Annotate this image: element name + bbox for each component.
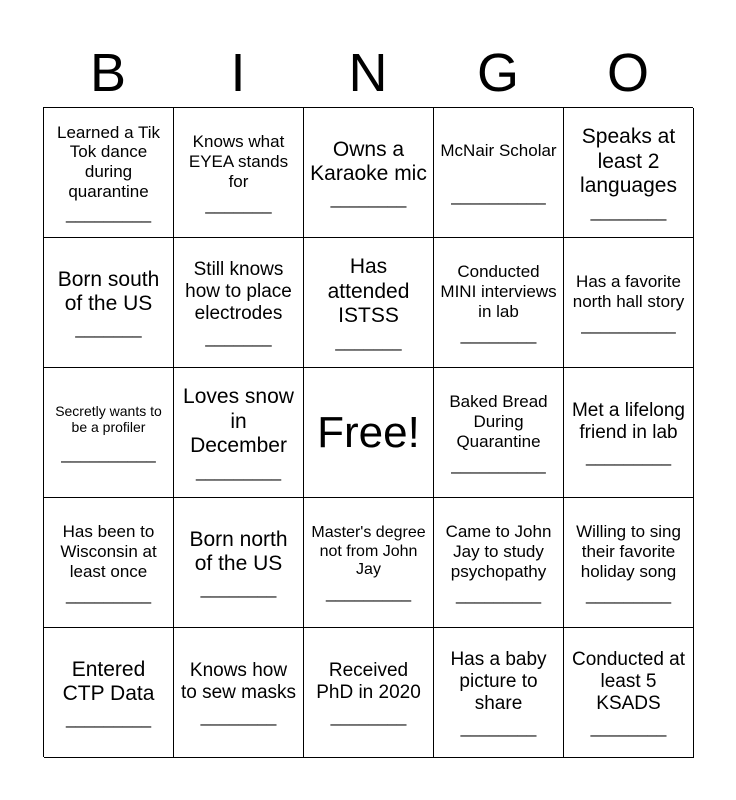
cell-blank-line: _________ <box>585 447 672 467</box>
cell-blank-line: _______ <box>205 328 272 348</box>
cell-text: Owns a Karaoke mic <box>310 137 427 185</box>
bingo-grid <box>43 107 693 757</box>
bingo-cell[interactable] <box>434 108 564 238</box>
bingo-cell[interactable] <box>304 238 434 368</box>
cell-blank-line: _______ <box>205 194 272 214</box>
cell-blank-line: __________ <box>451 185 546 205</box>
cell-text: Learned a Tik Tok dance during quarantine <box>56 122 160 201</box>
bingo-cell[interactable] <box>174 108 304 238</box>
bingo-cell[interactable] <box>304 108 434 238</box>
cell-text: Came to John Jay to study psychopathy <box>445 522 552 581</box>
header-letter-g: G <box>476 43 519 103</box>
cell-blank-line: __________ <box>451 454 546 474</box>
bingo-cell[interactable] <box>434 498 564 628</box>
bingo-cell[interactable] <box>44 238 174 368</box>
cell-text: Knows how to sew masks <box>180 659 297 703</box>
cell-blank-line: _________ <box>195 461 282 481</box>
bingo-cell[interactable] <box>174 238 304 368</box>
bingo-cell[interactable] <box>564 368 694 498</box>
cell-blank-line: _________ <box>65 709 152 729</box>
cell-blank-line: ________ <box>460 718 537 738</box>
cell-text: Met a lifelong friend in lab <box>571 399 685 443</box>
bingo-cell[interactable] <box>564 498 694 628</box>
cell-text: Conducted MINI interviews in lab <box>440 262 557 321</box>
bingo-cell[interactable] <box>44 108 174 238</box>
free-space[interactable] <box>304 368 434 498</box>
cell-text: Knows what EYEA stands for <box>188 132 289 191</box>
cell-text: Has a favorite north hall story <box>572 272 685 311</box>
cell-text: Entered CTP Data <box>62 657 155 705</box>
cell-text: Willing to sing their favorite holiday song <box>576 522 681 581</box>
bingo-cell[interactable] <box>434 368 564 498</box>
cell-blank-line: ________ <box>200 579 277 599</box>
bingo-cell[interactable] <box>174 498 304 628</box>
cell-text: Born north of the US <box>189 527 288 575</box>
bingo-cell[interactable] <box>44 628 174 758</box>
cell-blank-line: _______ <box>75 319 142 339</box>
cell-blank-line: _________ <box>455 584 542 604</box>
cell-blank-line: _________ <box>65 584 152 604</box>
bingo-cell[interactable] <box>44 368 174 498</box>
header-letter-b: B <box>89 43 127 103</box>
cell-blank-line: ________ <box>590 201 667 221</box>
bingo-cell[interactable] <box>434 238 564 368</box>
bingo-cell[interactable] <box>44 498 174 628</box>
bingo-cell[interactable] <box>174 628 304 758</box>
cell-text: Conducted at least 5 KSADS <box>571 648 686 715</box>
cell-text: Born south of the US <box>57 267 160 315</box>
bingo-cell[interactable] <box>564 238 694 368</box>
bingo-cell[interactable] <box>564 628 694 758</box>
cell-text: Master's degree not from John Jay <box>311 524 426 579</box>
cell-text: Secretly wants to be a profiler <box>55 402 162 435</box>
bingo-cell[interactable] <box>304 498 434 628</box>
cell-blank-line: _______ <box>335 331 402 351</box>
cell-blank-line: __________ <box>61 444 156 464</box>
cell-blank-line: ________ <box>200 707 277 727</box>
header-letter-i: I <box>230 43 246 103</box>
cell-blank-line: ________ <box>330 707 407 727</box>
cell-blank-line: ________ <box>330 189 407 209</box>
bingo-cell[interactable] <box>564 108 694 238</box>
cell-text: Has attended ISTSS <box>327 255 410 328</box>
cell-text: Received PhD in 2020 <box>316 659 421 703</box>
bingo-header <box>43 40 693 106</box>
cell-text: McNair Scholar <box>440 141 557 161</box>
header-letter-n: N <box>348 43 388 103</box>
header-letter-o: O <box>606 43 649 103</box>
cell-blank-line: ________ <box>460 324 537 344</box>
bingo-cell[interactable] <box>434 628 564 758</box>
free-space-label: Free! <box>317 407 420 457</box>
cell-blank-line: __________ <box>581 314 676 334</box>
cell-text: Has been to Wisconsin at least once <box>60 522 157 581</box>
cell-blank-line: _________ <box>65 204 152 224</box>
cell-text: Baked Bread During Quarantine <box>449 392 548 451</box>
cell-blank-line: _________ <box>585 584 672 604</box>
cell-blank-line: _________ <box>325 582 412 602</box>
cell-text: Still knows how to place electrodes <box>185 258 292 325</box>
bingo-cell[interactable] <box>304 628 434 758</box>
cell-text: Has a baby picture to share <box>450 648 547 715</box>
cell-text: Loves snow in December <box>183 385 294 458</box>
bingo-cell[interactable] <box>174 368 304 498</box>
cell-blank-line: ________ <box>590 718 667 738</box>
cell-text: Speaks at least 2 languages <box>580 125 677 198</box>
